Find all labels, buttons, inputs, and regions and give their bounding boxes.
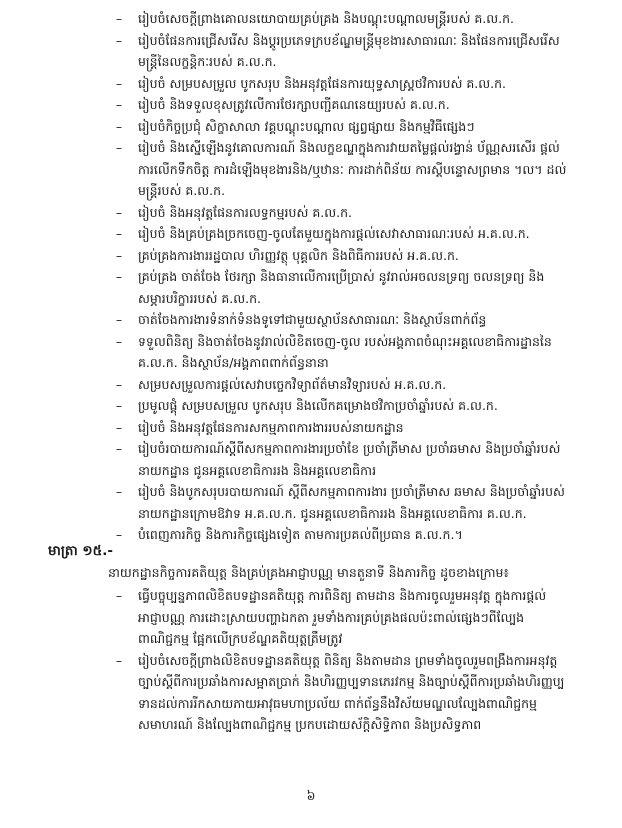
dash-bullet: – — [115, 484, 123, 499]
list-item-text: រៀបចំ និងអនុវត្តផែនការលទ្ធកម្មរបស់ គ.ល.ក. — [138, 204, 353, 220]
dash-bullet: – — [115, 204, 123, 220]
list-item-text: ធ្វើបច្ចុប្បន្នភាពលិខិតបទដ្ឋានគតិយុត្ត ការពិនិត្យ តាមដាន និងការចូលរួមអនុវត្ត ក្នុងការផ្តល់អាជ្ញាបណ្ណ ការដោះស្រាយបញ្ហាឯកតា រួមទាំងការគ្រប់គ្រងផលប៉ះពាល់ផ្សេងៗពីល្បែងពាណិជ្ជកម្ម ផ្អែកលើក្របខ័ណ្ឌគតិយុត្តត្រឹមត្រូវ — [138, 588, 547, 646]
dash-bullet: – — [115, 527, 123, 542]
list-item — [0, 73, 622, 95]
dash-bullet: – — [115, 226, 123, 241]
list-item-text: រៀបចំ និងអនុវត្តផែនការសកម្មភាពការងាររបស់នាយកដ្ឋាន — [138, 419, 404, 435]
list-item — [0, 331, 622, 374]
list-item — [0, 30, 622, 73]
list-item-text: ទទួលពិនិត្យ និងចាត់ចែងនូវរាល់លិខិតចេញ-ចូល របស់អង្គភាពចំណុះអគ្គលេខាធិការដ្ឋាននៃ គ.ល.ក. និងស្ថាប័ន/អង្គភាពពាក់ព័ន្ធនានា — [138, 333, 552, 370]
list-item — [0, 395, 622, 417]
list-item — [0, 245, 622, 267]
list-item-text: រៀបចំកិច្ចប្រជុំ សិក្ខាសាលា វគ្គបណ្តុះបណ្តាល ផ្សព្វផ្សាយ និងកម្មវិធីផ្សេងៗ — [138, 118, 475, 134]
dash-bullet: – — [115, 140, 123, 155]
list-item-text: រៀបចំ សម្របសម្រួល បូកសរុប និងអនុវត្តផែនការយុទ្ធសាស្ត្រថវិការបស់ គ.ល.ក. — [138, 75, 507, 91]
list-item-text: រៀបចំរបាយការណ៍ស្តីពីសកម្មភាពការងារប្រចាំខែ ប្រចាំត្រីមាស ប្រចាំឆមាស និងប្រចាំឆ្នាំរបស់នាយកដ្ឋាន ជូនអគ្គលេខាធិការរង និងអគ្គលេខាធិការ — [138, 441, 561, 478]
list-item — [0, 94, 622, 116]
list-item — [0, 116, 622, 138]
list-item — [0, 137, 622, 202]
list-item-text: ប្រមូលផ្តុំ សម្របសម្រួល បូកសរុប និងលើកគម្រោងថវិកាប្រចាំឆ្នាំរបស់ គ.ល.ក. — [138, 398, 498, 413]
list-item — [0, 585, 622, 650]
list-item — [0, 374, 622, 396]
dash-bullet: – — [115, 441, 123, 456]
list-item-text: រៀបចំ និងបូកសរុបរបាយការណ៍ ស្តីពីសកម្មភាពការងារ ប្រចាំត្រីមាស ឆមាស និងប្រចាំឆ្នាំរបស់នាយកដ្ឋានក្រោមឱវាទ អ.គ.ល.ក. ជូនអគ្គលេខាធិការរង និងអគ្គលេខាធិការ គ.ល.ក. — [138, 484, 565, 521]
list-item-text: រៀបចំ និងស្នើឡើងនូវគោលការណ៍ និងលក្ខខណ្ឌក្នុងការវាយតម្លៃផ្តល់រង្វាន់ ប័ណ្ណសរសើរ ផ្តល់ការលើកទឹកចិត្ត ការដំឡើងមុខងារនិង/ឬឋានៈ ការដាក់ពិន័យ ការស្តីបន្ទោសព្រមាន ។ល។ ដល់មន្ត្រីរបស់ គ.ល.ក. — [138, 140, 567, 198]
dash-bullet: – — [115, 97, 123, 112]
list-item-text: រៀបចំ និងគ្រប់គ្រងច្រកចេញ-ចូលតែមួយក្នុងការផ្តល់សេវាសាធារណៈរបស់ អ.គ.ល.ក. — [138, 226, 530, 241]
list-item — [0, 202, 622, 224]
dash-bullet: – — [115, 118, 123, 134]
list-item — [0, 438, 622, 481]
list-item-text: បំពេញភារកិច្ច និងការកិច្ចផ្សេងទៀត តាមការប្រគល់ពីប្រធាន គ.ល.ក.។ — [138, 527, 463, 542]
list-item-text: គ្រប់គ្រង ចាត់ចែង ថែរក្សា និងធានាលើការប្រើប្រាស់ នូវរាល់អចលនទ្រព្យ ចលនទ្រព្យ និងសម្ភារបរិក្ខាររបស់ គ.ល.ក. — [138, 269, 545, 306]
list-item — [0, 417, 622, 439]
dash-bullet: – — [115, 652, 123, 668]
list-item — [0, 8, 622, 30]
list-item-text: រៀបចំសេចក្តីព្រាងលិខិតបទដ្ឋានគតិយុត្ត ពិនិត្យ និងតាមដាន ព្រមទាំងចូលរួមពង្រឹងការអនុវត្តច្បាប់ស្តីពីការប្រឆាំងការសម្អាតប្រាក់ និងហិរញ្ញប្បទានភេរវកម្ម និងច្បាប់ស្តីពីការប្រឆាំងហិរញ្ញប្បទានដល់ការរីកសាយភាយអាវុធមហាប្រល័យ ពាក់ព័ន្ធនឹងវិស័យមណ្ឌលល្បែងពាណិជ្ជកម្មសមាហរណ៍ និងល្បែងពាណិជ្ជកម្ម ប្រកបដោយស័ក្តិសិទ្ធិភាព និងប្រសិទ្ធភាព — [138, 652, 565, 732]
article-intro: នាយកដ្ឋានកិច្ចការគតិយុត្ត និងគ្រប់គ្រងអាជ្ញាបណ្ណ មានតួនាទី និងភារកិច្ច ដូចខាងក្រោម៖ — [108, 565, 509, 580]
dash-bullet: – — [115, 32, 123, 48]
dash-bullet: – — [115, 333, 123, 349]
dash-bullet: – — [115, 398, 123, 413]
dash-bullet: – — [115, 376, 123, 392]
page-number: ៦ — [306, 788, 316, 803]
dash-bullet: – — [115, 11, 123, 26]
list-item-text: គ្រប់គ្រងការងាររដ្ឋបាល ហិរញ្ញវត្ថុ បុគ្គលិក និងពិធីការរបស់ អ.គ.ល.ក. — [138, 247, 459, 263]
list-item — [0, 481, 622, 524]
list-item — [0, 650, 622, 736]
dash-bullet: – — [115, 247, 123, 263]
dash-bullet: – — [115, 75, 123, 91]
dash-bullet: – — [115, 269, 123, 284]
list-item-text: រៀបចំ និងទទួលខុសត្រូវលើការថែរក្សាបញ្ជីគណនេយ្យរបស់ គ.ល.ក. — [138, 97, 450, 112]
list-item — [0, 266, 622, 309]
list-item — [0, 309, 622, 331]
dash-bullet: – — [115, 419, 123, 435]
duties-list-top — [0, 8, 622, 546]
dash-bullet: – — [115, 588, 123, 603]
list-item-text: រៀបចំសេចក្តីព្រាងគោលនយោបាយគ្រប់គ្រង និងបណ្តុះបណ្តាលមន្ត្រីរបស់ គ.ល.ក. — [138, 11, 515, 26]
duties-list-bottom — [0, 585, 622, 736]
list-item-text: ចាត់ចែងការងារទំនាក់ទំនងទូទៅជាមួយស្ថាប័នសាធារណៈ និងស្ថាប័នពាក់ព័ន្ធ — [138, 312, 487, 327]
list-item-text: សម្របសម្រួលការផ្តល់សេវាបច្ចេកវិទ្យាព័ត៌មានវិទ្យារបស់ អ.គ.ល.ក. — [138, 376, 447, 392]
dash-bullet: – — [115, 312, 123, 327]
article-heading: មាត្រា ១៥.- — [48, 543, 113, 559]
list-item — [0, 223, 622, 245]
list-item-text: រៀបចំផែនការជ្រើសរើស និងប្តូរប្រភេទក្របខ័ណ្ឌមន្ត្រីមុខងារសាធារណៈ និងផែនការជ្រើសរើសមន្ត្រីនៃលក្ខន្តិកៈរបស់ គ.ល.ក. — [138, 32, 560, 69]
